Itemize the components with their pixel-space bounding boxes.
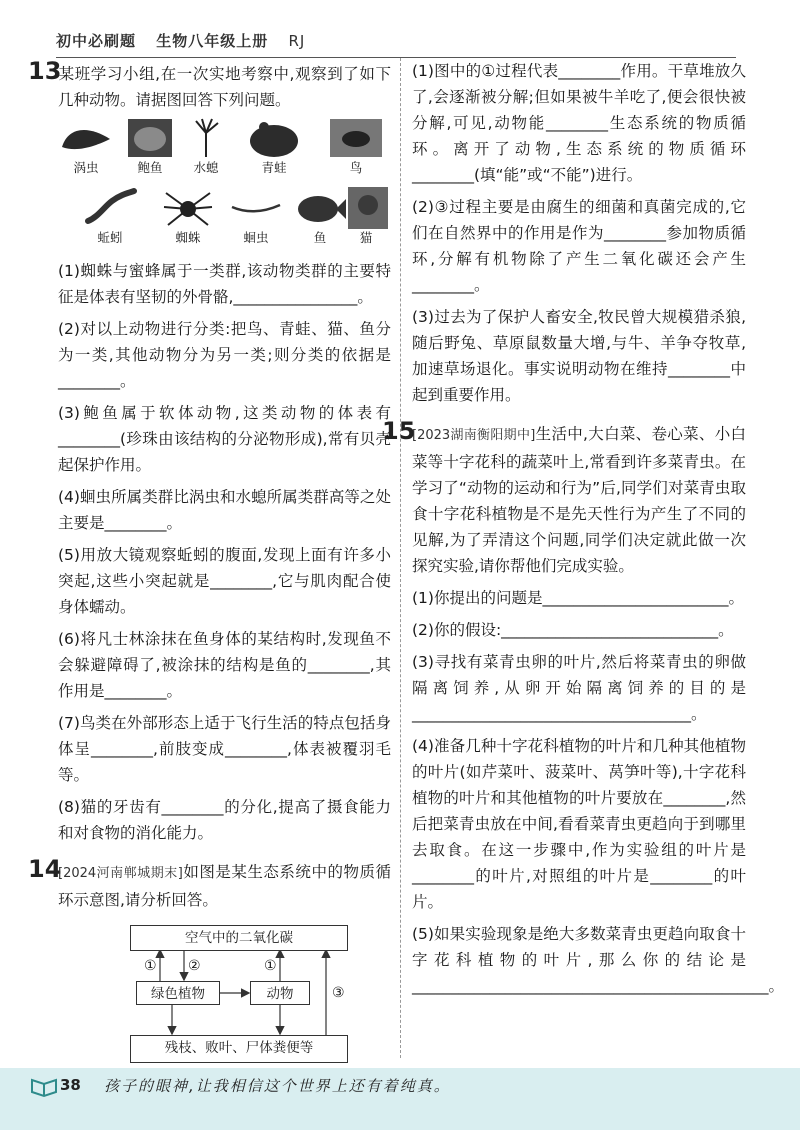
q14-part-3: (3)过去为了保护人畜安全,牧民曾大规模猎杀狼,随后野兔、草原鼠数量大增,与牛、羊争夺牧草,加速草场退化。事实说明动物在维持________中起到重要作用。: [412, 308, 746, 404]
q14-source-tag: [2024河南郸城期末]: [58, 866, 183, 881]
q13-part-4: (4)蛔虫所属类群比涡虫和水螅所属类群高等之处主要是________。: [58, 488, 391, 532]
animal-figure: [58, 117, 391, 252]
q15-part-4: (4)准备几种十字花科植物的叶片和几种其他植物的叶片(如芹菜叶、菠菜叶、莴笋叶等),十字花科植物的叶片和其他植物的叶片要放在________,然后把菜青虫放在中间,看看菜青虫更趋向于到哪里去取食。在这一步骤中,作为实验组的叶片是________的叶片,对照组的叶片是________的叶片。: [412, 737, 746, 911]
abalone-image: [122, 117, 178, 159]
book-icon: [30, 1074, 58, 1098]
co2-box: 空气中的二氧化碳: [130, 925, 348, 951]
footer-motto: 孩子的眼神,让我相信这个世界上还有着纯真。: [104, 1077, 451, 1095]
hydra-image: [178, 117, 234, 159]
q13-part-7: (7)鸟类在外部形态上适于飞行生活的特点包括身体呈________,前肢变成________,体表被覆羽毛等。: [58, 714, 391, 784]
animal-spider: 蜘蛛: [158, 187, 218, 245]
label-1-plant: ①: [144, 958, 157, 974]
q13-part-1: (1)蜘蛛与蜜蜂属于一类群,该动物类群的主要特征是体表有坚韧的外骨骼,________________。: [58, 262, 391, 306]
q13-part-2: (2)对以上动物进行分类:把鸟、青蛙、猫、鱼分为一类,其他动物分为另一类;则分类的依据是________。: [58, 320, 391, 390]
page-number: 38: [60, 1076, 81, 1094]
q15-stem: 15[2023湖南衡阳期中]生活中,大白菜、卷心菜、小白菜等十字花科的蔬菜叶上,常看到许多菜青虫。在学习了“动物的运动和行为”后,同学们对菜青虫取食十字花科植物是不是先天性行为产生了不同的见解,为了弄清这个问题,同学们决定就此做一次探究实验,请你帮他们完成实验。: [382, 417, 746, 575]
page-footer: [0, 1068, 800, 1130]
animal-bird: 鸟: [326, 117, 386, 175]
q15-part-1: (1)你提出的问题是________________________。: [412, 589, 744, 607]
q14-stem: 14[2024河南郸城期末]如图是某生态系统中的物质循环示意图,请分析回答。: [28, 855, 391, 909]
q13-number: 13: [28, 57, 62, 85]
spider-image: [160, 187, 216, 229]
page-header: [56, 30, 736, 58]
q14-part-1: (1)图中的①过程代表________作用。干草堆放久了,会逐渐被分解;但如果被牛羊吃了,便会很快被分解,可见,动物能________生态系统的物质循环。离开了动物,生态系统的物质循环________(填“能”或“不能”)进行。: [412, 62, 746, 184]
label-1-animal: ①: [264, 958, 277, 974]
earthworm-image: [82, 187, 138, 229]
animal-frog: 青蛙: [244, 117, 304, 175]
residue-box: 残枝、败叶、尸体粪便等: [130, 1035, 348, 1063]
q13-part-6: (6)将凡士林涂抹在鱼身体的某结构时,发现鱼不会躲避障碍了,被涂抹的结构是鱼的________,其作用是________。: [58, 630, 391, 700]
series-title: 初中必刷题: [56, 32, 137, 50]
subject-title: 生物八年级上册: [156, 32, 269, 50]
planarian-image: [58, 117, 114, 159]
animal-cat: 猫: [336, 187, 396, 245]
roundworm-image: [228, 187, 284, 229]
q14-part-2: (2)③过程主要是由腐生的细菌和真菌完成的,它们在自然界中的作用是作为________参加物质循环,分解有机物除了产生二氧化碳还会产生________。: [412, 198, 746, 294]
right-column: [382, 58, 785, 999]
q13-part-5: (5)用放大镜观察蚯蚓的腹面,发现上面有许多小突起,这些小突起就是________,它与肌肉配合使身体蠕动。: [58, 546, 391, 616]
q15-number: 15: [382, 417, 416, 445]
frog-image: [246, 117, 302, 159]
q13-part-8: (8)猫的牙齿有________的分化,提高了摄食能力和对食物的消化能力。: [58, 798, 391, 842]
edition-label: RJ: [288, 32, 306, 50]
animal-box: 动物: [250, 981, 310, 1005]
q15-source-tag: [2023湖南衡阳期中]: [412, 428, 536, 443]
animal-abalone: 鲍鱼: [120, 117, 180, 175]
material-cycle-diagram: [130, 921, 362, 1071]
q15-part-5: (5)如果实验现象是绝大多数菜青虫更趋向取食十字花科植物的叶片,那么你的结论是______________________________________________。: [412, 925, 785, 995]
plant-box: 绿色植物: [136, 981, 220, 1005]
label-3: ③: [332, 985, 345, 1001]
cat-image: [338, 187, 394, 229]
animal-hydra: 水螅: [176, 117, 236, 175]
animal-fish: 鱼: [290, 187, 350, 245]
q15-part-3: (3)寻找有菜青虫卵的叶片,然后将菜青虫的卵做隔离饲养,从卵开始隔离饲养的目的是____________________________________。: [412, 653, 746, 723]
q15-part-2: (2)你的假设:____________________________。: [412, 621, 734, 639]
q14-number: 14: [28, 855, 62, 883]
animal-earthworm: 蚯蚓: [80, 187, 140, 245]
bird-image: [328, 117, 384, 159]
animal-roundworm: 蛔虫: [226, 187, 286, 245]
q13-part-3: (3)鲍鱼属于软体动物,这类动物的体表有________(珍珠由该结构的分泌物形成),常有贝壳起保护作用。: [58, 404, 391, 474]
left-column: [28, 57, 391, 1071]
column-divider: [400, 58, 401, 1058]
label-2: ②: [188, 958, 201, 974]
q13-stem: 13某班学习小组,在一次实地考察中,观察到了如下几种动物。请据图回答下列问题。: [28, 57, 391, 109]
animal-planarian: 涡虫: [56, 117, 116, 175]
